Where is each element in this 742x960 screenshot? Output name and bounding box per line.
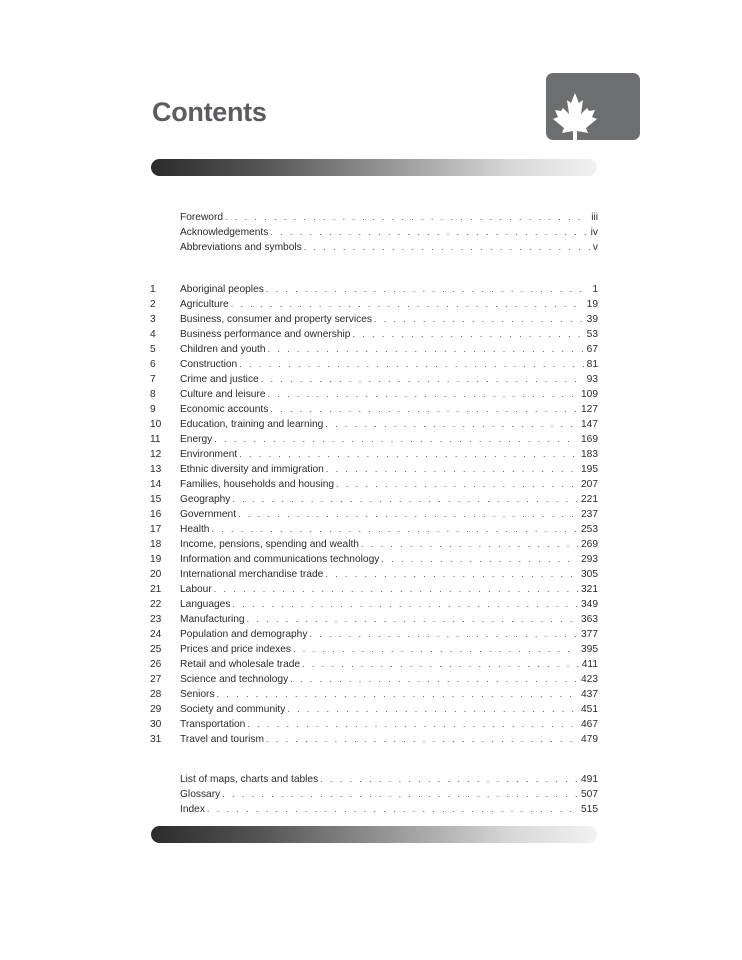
toc-page: 515 [581,804,598,815]
chapter-number: 25 [150,644,162,655]
toc-row[interactable] [150,612,598,627]
toc-row[interactable] [150,672,598,687]
chapter-number: 15 [150,494,162,505]
toc-label: Travel and tourism [180,734,264,745]
dot-leader [381,552,578,567]
toc-row[interactable] [150,627,598,642]
toc-label: Acknowledgements [180,227,269,238]
toc-page: 395 [581,644,598,655]
dot-leader [261,372,584,387]
dot-leader [232,597,578,612]
toc-row[interactable] [150,417,598,432]
toc-label: Families, households and housing [180,479,335,490]
toc-row[interactable] [150,432,598,447]
toc-label: Crime and justice [180,374,259,385]
toc-label: International merchandise trade [180,569,324,580]
toc-page: 207 [581,479,598,490]
toc-row[interactable] [150,372,598,387]
toc-page: 305 [581,569,598,580]
toc-label: Society and community [180,704,286,715]
toc-page: 169 [581,434,598,445]
toc-label: Information and communications technology [180,554,380,565]
chapter-number: 11 [150,434,161,445]
toc-row[interactable] [150,240,598,255]
toc-row[interactable] [150,387,598,402]
dot-leader [302,657,579,672]
dot-leader [352,327,583,342]
toc-page: 67 [586,344,598,355]
dot-leader [361,537,578,552]
toc-label: Languages [180,599,231,610]
toc-label: Economic accounts [180,404,269,415]
back-matter-list [150,772,598,817]
toc-label: Ethnic diversity and immigration [180,464,324,475]
toc-page: 253 [581,524,598,535]
dot-leader [270,225,587,240]
toc-row[interactable] [150,732,598,747]
toc-label: Construction [180,359,238,370]
dot-leader [287,702,578,717]
toc-page: 221 [581,494,598,505]
toc-row[interactable] [150,717,598,732]
toc-label: Science and technology [180,674,289,685]
dot-leader [238,507,578,522]
toc-page: 127 [581,404,598,415]
toc-row[interactable] [150,297,598,312]
toc-page: 93 [586,374,598,385]
toc-row[interactable] [150,687,598,702]
toc-label: Education, training and learning [180,419,324,430]
chapter-number: 14 [150,479,162,490]
chapter-number: 12 [150,449,162,460]
dot-leader [247,612,578,627]
toc-row[interactable] [150,462,598,477]
toc-row[interactable] [150,567,598,582]
chapter-number: 7 [150,374,156,385]
toc-page: 467 [581,719,598,730]
toc-row[interactable] [150,357,598,372]
toc-label: Population and demography [180,629,308,640]
chapter-list [150,282,598,747]
toc-page: 451 [581,704,598,715]
chapter-number: 13 [150,464,162,475]
toc-page: 423 [581,674,598,685]
dot-leader [231,297,584,312]
toc-label: Seniors [180,689,215,700]
dot-leader [326,462,578,477]
dot-leader [268,387,578,402]
dot-leader [222,787,578,802]
toc-row[interactable] [150,657,598,672]
chapter-number: 28 [150,689,162,700]
chapter-number: 4 [150,329,156,340]
toc-row[interactable] [150,552,598,567]
toc-page: 363 [581,614,598,625]
chapter-number: 16 [150,509,162,520]
toc-page: 377 [581,629,598,640]
toc-page: v [592,242,598,253]
chapter-number: 9 [150,404,156,415]
chapter-number: 10 [150,419,162,430]
chapter-number: 24 [150,629,162,640]
toc-label: Government [180,509,237,520]
toc-row[interactable] [150,787,598,802]
toc-label: Environment [180,449,238,460]
toc-row[interactable] [150,210,598,225]
toc-row[interactable] [150,582,598,597]
chapter-number: 20 [150,569,162,580]
dot-leader [374,312,584,327]
toc-label: Manufacturing [180,614,245,625]
dot-leader [293,642,578,657]
toc-page: 39 [586,314,598,325]
toc-page: 479 [581,734,598,745]
toc-label: Income, pensions, spending and wealth [180,539,359,550]
toc-page: iii [591,212,598,223]
chapter-number: 29 [150,704,162,715]
toc-row[interactable] [150,522,598,537]
toc-row[interactable] [150,772,598,787]
dot-leader [304,240,590,255]
toc-label: List of maps, charts and tables [180,774,319,785]
toc-page: 109 [581,389,598,400]
toc-row[interactable] [150,802,598,817]
toc-page: 237 [581,509,598,520]
toc-page: 147 [581,419,598,430]
toc-label: Business, consumer and property services [180,314,372,325]
chapter-number: 27 [150,674,162,685]
toc-label: Aboriginal peoples [180,284,264,295]
chapter-number: 19 [150,554,162,565]
bottom-gradient-bar [151,826,597,843]
toc-label: Index [180,804,205,815]
toc-label: Retail and wholesale trade [180,659,301,670]
top-gradient-bar [151,159,597,176]
toc-row[interactable] [150,537,598,552]
toc-page: 507 [581,789,598,800]
toc-page: 491 [581,774,598,785]
chapter-number: 30 [150,719,162,730]
toc-row[interactable] [150,447,598,462]
dot-leader [325,417,578,432]
toc-label: Business performance and ownership [180,329,351,340]
toc-row[interactable] [150,327,598,342]
dot-leader [214,582,578,597]
toc-row[interactable] [150,342,598,357]
toc-page: 53 [586,329,598,340]
toc-label: Foreword [180,212,224,223]
chapter-number: 2 [150,299,156,310]
toc-row[interactable] [150,597,598,612]
toc-page: 411 [581,659,598,670]
toc-page: 183 [581,449,598,460]
toc-row[interactable] [150,225,598,240]
dot-leader [247,717,578,732]
toc-page: 437 [581,689,598,700]
dot-leader [336,477,578,492]
chapter-number: 3 [150,314,156,325]
toc-page: 195 [581,464,598,475]
toc-label: Transportation [180,719,246,730]
toc-row[interactable] [150,312,598,327]
toc-label: Glossary [180,789,221,800]
chapter-number: 5 [150,344,156,355]
toc-page: 81 [586,359,598,370]
toc-page: 19 [586,299,598,310]
toc-label: Energy [180,434,213,445]
toc-page: iv [590,227,598,238]
chapter-number: 8 [150,389,156,400]
toc-label: Labour [180,584,212,595]
chapter-number: 21 [150,584,162,595]
page-title: Contents [152,97,267,127]
toc-label: Agriculture [180,299,229,310]
toc-row[interactable] [150,477,598,492]
dot-leader [270,402,578,417]
toc-row[interactable] [150,402,598,417]
toc-row[interactable] [150,642,598,657]
front-matter-list [150,210,598,255]
dot-leader [268,342,584,357]
dot-leader [290,672,578,687]
toc-label: Prices and price indexes [180,644,291,655]
toc-row[interactable] [150,507,598,522]
toc-row[interactable] [150,282,598,297]
toc-page: 321 [581,584,598,595]
dot-leader [225,210,588,225]
toc-label: Abbreviations and symbols [180,242,302,253]
toc-label: Children and youth [180,344,266,355]
chapter-number: 26 [150,659,162,670]
chapter-number: 22 [150,599,162,610]
toc-label: Culture and leisure [180,389,266,400]
toc-page: 1 [592,284,598,295]
chapter-number: 17 [150,524,162,535]
toc-label: Geography [180,494,231,505]
dot-leader [325,567,578,582]
dot-leader [239,357,583,372]
dot-leader [217,687,578,702]
logo-badge [546,73,640,140]
chapter-number: 31 [150,734,162,745]
dot-leader [214,432,578,447]
toc-page: 349 [581,599,598,610]
chapter-number: 18 [150,539,162,550]
toc-row[interactable] [150,492,598,507]
chapter-number: 1 [150,284,156,295]
toc-row[interactable] [150,702,598,717]
dot-leader [239,447,578,462]
toc-page: 269 [581,539,598,550]
chapter-number: 23 [150,614,162,625]
toc-page: 293 [581,554,598,565]
dot-leader [266,732,578,747]
dot-leader [211,522,578,537]
dot-leader [207,802,578,817]
chapter-number: 6 [150,359,156,370]
dot-leader [320,772,578,787]
dot-leader [232,492,578,507]
toc-label: Health [180,524,210,535]
maple-leaf-icon [546,73,640,140]
dot-leader [309,627,578,642]
dot-leader [266,282,590,297]
